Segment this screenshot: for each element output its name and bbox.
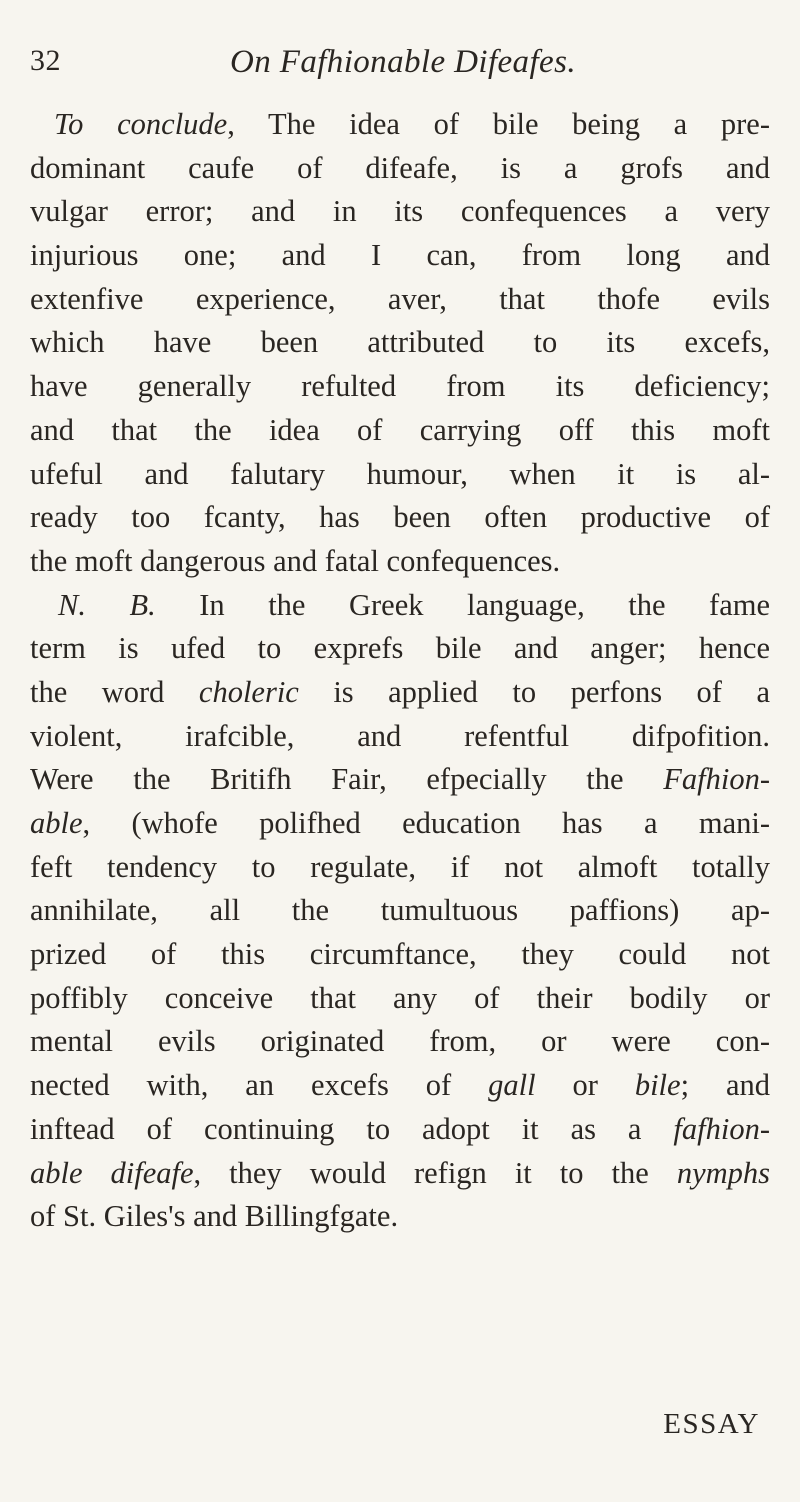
- italic-text: Fafhion-: [663, 762, 770, 797]
- text-line: [30, 496, 770, 540]
- roman-text: nected with, an excefs of: [30, 1068, 489, 1103]
- roman-text: have generally refulted from its deficiency;: [30, 369, 770, 404]
- text-line: [30, 977, 770, 1021]
- italic-text: nymphs: [676, 1155, 770, 1190]
- text-line: [30, 671, 770, 715]
- text-line: [30, 1020, 770, 1064]
- italic-text: gall: [488, 1068, 536, 1103]
- italic-text: able difeafe: [30, 1155, 194, 1190]
- italic-text: choleric: [198, 674, 299, 709]
- text-line: [30, 365, 770, 409]
- italic-text: fafhion-: [673, 1111, 770, 1146]
- text-line: [30, 321, 770, 365]
- text-line: [30, 409, 770, 453]
- roman-text: which have been attributed to its excefs,: [30, 325, 770, 360]
- roman-text: the moft dangerous and fatal confequences.: [30, 543, 561, 578]
- text-line: [30, 758, 770, 802]
- roman-text: and that the idea of carrying off this moft: [30, 412, 770, 447]
- roman-text: ; and: [680, 1068, 770, 1103]
- text-line: [30, 889, 770, 933]
- roman-text: In the Greek language, the fame: [155, 587, 770, 622]
- roman-text: the word: [30, 674, 199, 709]
- roman-text: inftead of continuing to adopt it as a: [30, 1111, 674, 1146]
- roman-text: dominant caufe of difeafe, is a grofs and: [30, 150, 770, 185]
- italic-text: able: [30, 806, 83, 840]
- roman-text: vulgar error; and in its confequences a very: [30, 194, 770, 229]
- roman-text: prized of this circumftance, they could not: [30, 937, 770, 972]
- roman-text: Were the Britifh Fair, efpecially the: [30, 762, 664, 797]
- running-title: On Fafhionable Difeafes.: [230, 44, 576, 80]
- italic-text: N. B.: [58, 587, 156, 622]
- text-line: [30, 802, 770, 846]
- text-line: [30, 1195, 770, 1239]
- catchword: ESSAY: [663, 1408, 760, 1440]
- roman-text: term is ufed to exprefs bile and anger; hence: [30, 631, 770, 666]
- text-line: [30, 103, 770, 147]
- text-line: [30, 846, 770, 890]
- italic-text: bile: [634, 1068, 681, 1103]
- roman-text: ufeful and falutary humour, when it is al-: [30, 456, 770, 491]
- text-line: [30, 1064, 770, 1108]
- text-line: [30, 234, 770, 278]
- text-line: [30, 1108, 770, 1152]
- roman-text: , The idea of bile being a pre-: [227, 107, 770, 141]
- roman-text: , they would refign it to the: [193, 1155, 677, 1190]
- roman-text: or: [535, 1068, 635, 1103]
- roman-text: feft tendency to regulate, if not almoft totally: [30, 849, 770, 884]
- body-text: [30, 103, 770, 1239]
- text-line: [30, 278, 770, 322]
- text-line: [30, 190, 770, 234]
- roman-text: of St. Giles's and Billingfgate.: [30, 1199, 399, 1234]
- roman-text: annihilate, all the tumultuous paffions) ap-: [30, 893, 770, 928]
- roman-text: mental evils originated from, or were con-: [30, 1024, 770, 1059]
- text-line: [30, 453, 770, 497]
- roman-text: extenfive experience, aver, that thofe evils: [30, 281, 770, 316]
- roman-text: injurious one; and I can, from long and: [30, 238, 770, 273]
- roman-text: poffibly conceive that any of their bodily or: [30, 980, 770, 1015]
- page-header: [30, 44, 770, 94]
- text-line: [30, 584, 770, 628]
- roman-text: , (whofe polifhed education has a mani-: [82, 806, 770, 840]
- text-line: [30, 933, 770, 977]
- text-line: [30, 715, 770, 759]
- text-line: [30, 1152, 770, 1196]
- page-number: 32: [30, 44, 61, 77]
- roman-text: is applied to perfons of a: [298, 674, 770, 709]
- text-line: [30, 147, 770, 191]
- roman-text: violent, irafcible, and refentful difpofition.: [30, 718, 770, 753]
- text-line: [30, 627, 770, 671]
- roman-text: ready too fcanty, has been often productive of: [30, 500, 770, 535]
- italic-text: To conclude: [54, 107, 228, 141]
- text-line: [30, 540, 770, 584]
